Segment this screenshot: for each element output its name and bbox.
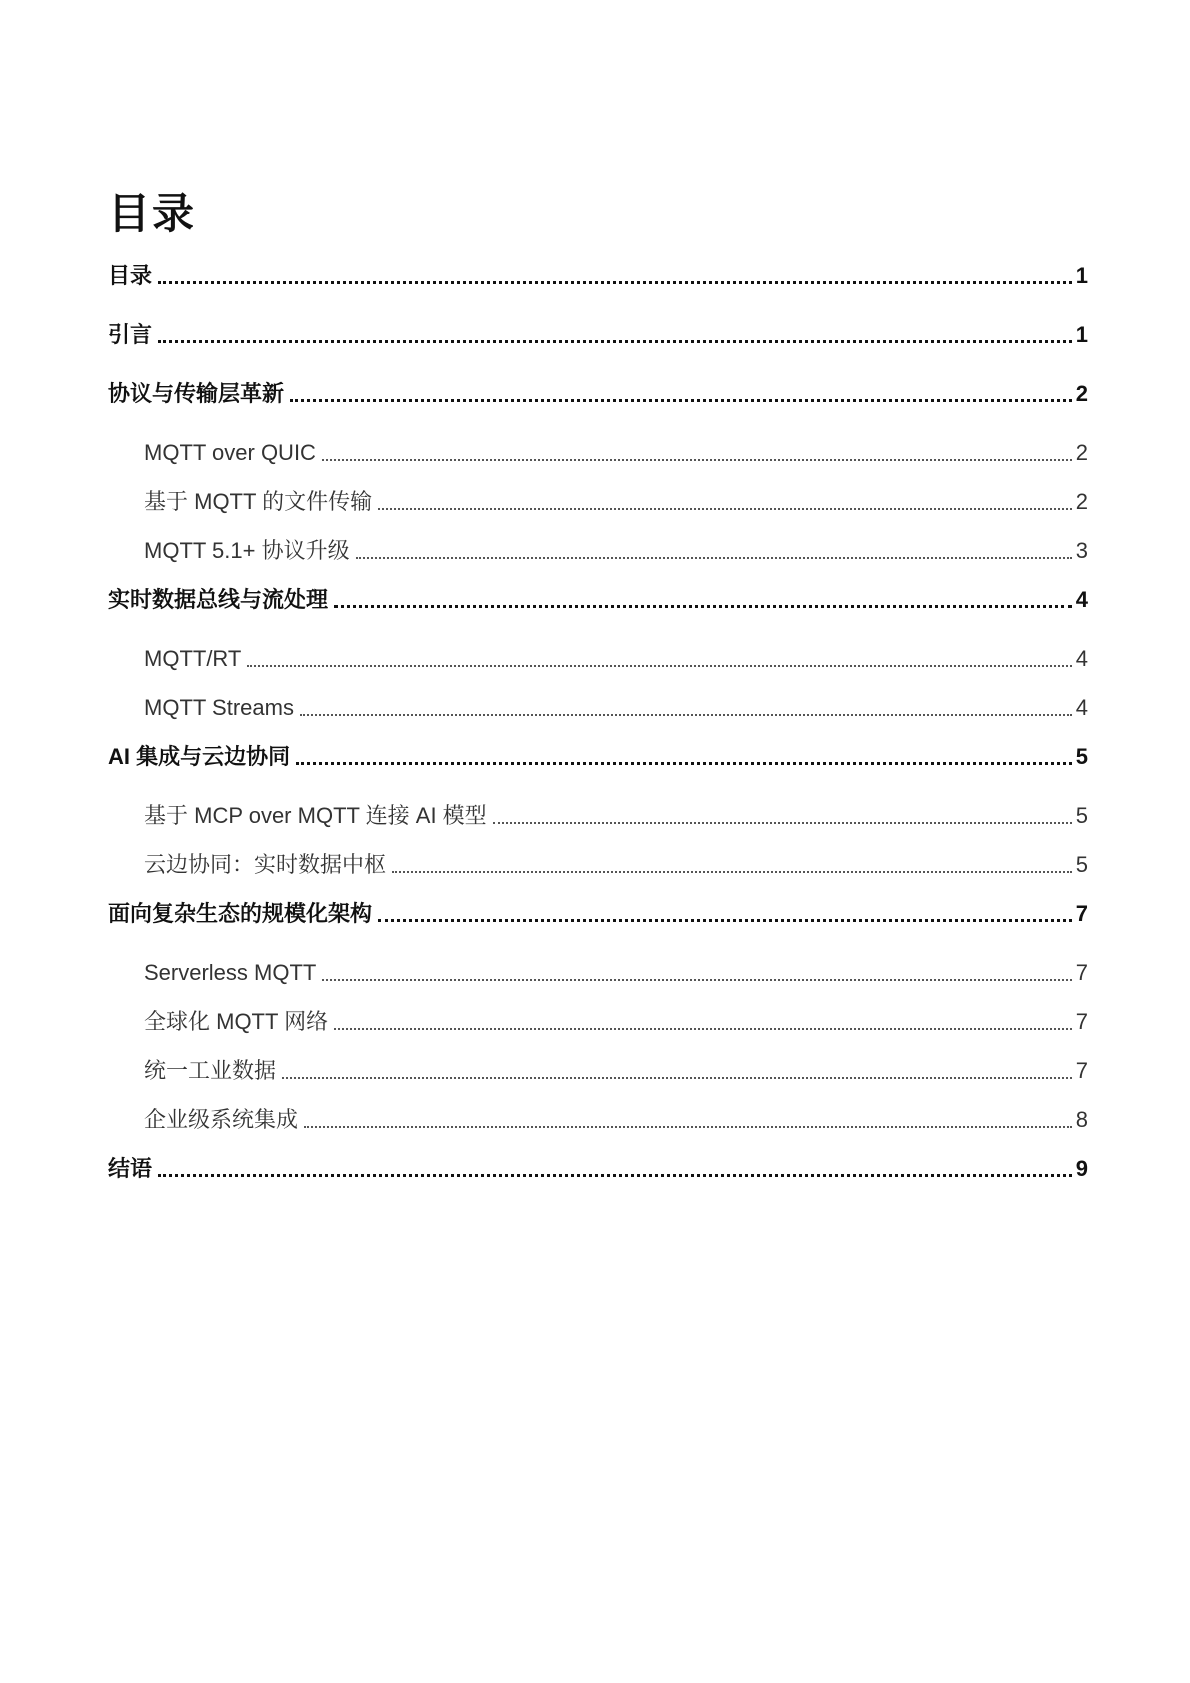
toc-page-number: 7: [1075, 1058, 1088, 1083]
toc-page-number: 3: [1075, 538, 1088, 563]
toc-subentry[interactable]: [108, 488, 1088, 516]
toc-entry-label: MQTT/RT: [144, 646, 242, 671]
toc-dot-leader: [296, 762, 1072, 765]
table-of-contents: [108, 262, 1088, 1183]
toc-subentry[interactable]: [108, 439, 1088, 467]
toc-entry-label: 目录: [108, 263, 153, 288]
toc-entry-label: 引言: [108, 322, 153, 347]
toc-dot-leader: [334, 1028, 1072, 1030]
toc-subentry[interactable]: [108, 645, 1088, 673]
toc-dot-leader: [378, 919, 1072, 922]
page-title: 目录: [108, 190, 197, 238]
toc-dot-leader: [322, 459, 1072, 461]
toc-dot-leader: [304, 1126, 1072, 1128]
toc-dot-leader: [322, 979, 1071, 981]
toc-entry-label: 实时数据总线与流处理: [108, 587, 329, 612]
toc-entry-label: 基于 MCP over MQTT 连接 AI 模型: [144, 803, 487, 828]
toc-page-number: 2: [1075, 489, 1088, 514]
toc-entry[interactable]: [108, 1155, 1088, 1183]
toc-page-number: 7: [1075, 901, 1088, 926]
toc-page-number: 4: [1075, 646, 1088, 671]
toc-page-number: 4: [1075, 695, 1088, 720]
toc-dot-leader: [378, 508, 1072, 510]
toc-dot-leader: [300, 714, 1072, 716]
toc-subentry[interactable]: [108, 802, 1088, 830]
toc-subentry[interactable]: [108, 851, 1088, 879]
toc-entry-label: 结语: [108, 1156, 153, 1181]
toc-dot-leader: [493, 822, 1072, 824]
toc-subentry[interactable]: [108, 1057, 1088, 1085]
toc-entry[interactable]: [108, 743, 1088, 771]
toc-page-number: 5: [1075, 852, 1088, 877]
toc-page-number: 2: [1075, 440, 1088, 465]
toc-entry-label: MQTT 5.1+ 协议升级: [144, 538, 350, 563]
toc-page-number: 7: [1075, 960, 1088, 985]
toc-dot-leader: [158, 340, 1072, 343]
toc-page-number: 2: [1075, 381, 1088, 406]
toc-entry-label: 云边协同：实时数据中枢: [144, 852, 387, 877]
toc-dot-leader: [392, 871, 1072, 873]
toc-page-number: 7: [1075, 1009, 1088, 1034]
toc-dot-leader: [158, 1174, 1072, 1177]
toc-entry-label: 企业级系统集成: [144, 1107, 299, 1132]
toc-entry-label: 统一工业数据: [144, 1058, 277, 1083]
toc-dot-leader: [247, 665, 1071, 667]
toc-page-number: 5: [1075, 744, 1088, 769]
toc-subentry[interactable]: [108, 694, 1088, 722]
toc-page-number: 1: [1075, 322, 1088, 347]
toc-entry[interactable]: [108, 586, 1088, 614]
toc-dot-leader: [334, 605, 1072, 608]
toc-dot-leader: [282, 1077, 1072, 1079]
toc-page-number: 4: [1075, 587, 1088, 612]
toc-dot-leader: [290, 399, 1072, 402]
toc-entry[interactable]: [108, 321, 1088, 349]
toc-entry-label: AI 集成与云边协同: [108, 744, 291, 769]
toc-entry[interactable]: [108, 262, 1088, 290]
toc-page-number: 1: [1075, 263, 1088, 288]
toc-subentry[interactable]: [108, 1106, 1088, 1134]
toc-entry-label: 全球化 MQTT 网络: [144, 1009, 329, 1034]
toc-page-number: 8: [1075, 1107, 1088, 1132]
toc-entry-label: Serverless MQTT: [144, 960, 317, 985]
toc-page-number: 5: [1075, 803, 1088, 828]
toc-dot-leader: [158, 281, 1072, 284]
toc-subentry[interactable]: [108, 537, 1088, 565]
toc-subentry[interactable]: [108, 1008, 1088, 1036]
toc-entry-label: 协议与传输层革新: [108, 381, 285, 406]
toc-entry-label: MQTT Streams: [144, 695, 294, 720]
toc-entry-label: 基于 MQTT 的文件传输: [144, 489, 373, 514]
toc-entry-label: 面向复杂生态的规模化架构: [108, 901, 373, 926]
toc-entry[interactable]: [108, 900, 1088, 928]
toc-page-number: 9: [1075, 1156, 1088, 1181]
toc-entry[interactable]: [108, 380, 1088, 408]
toc-entry-label: MQTT over QUIC: [144, 440, 316, 465]
toc-dot-leader: [356, 557, 1072, 559]
toc-subentry[interactable]: [108, 959, 1088, 987]
